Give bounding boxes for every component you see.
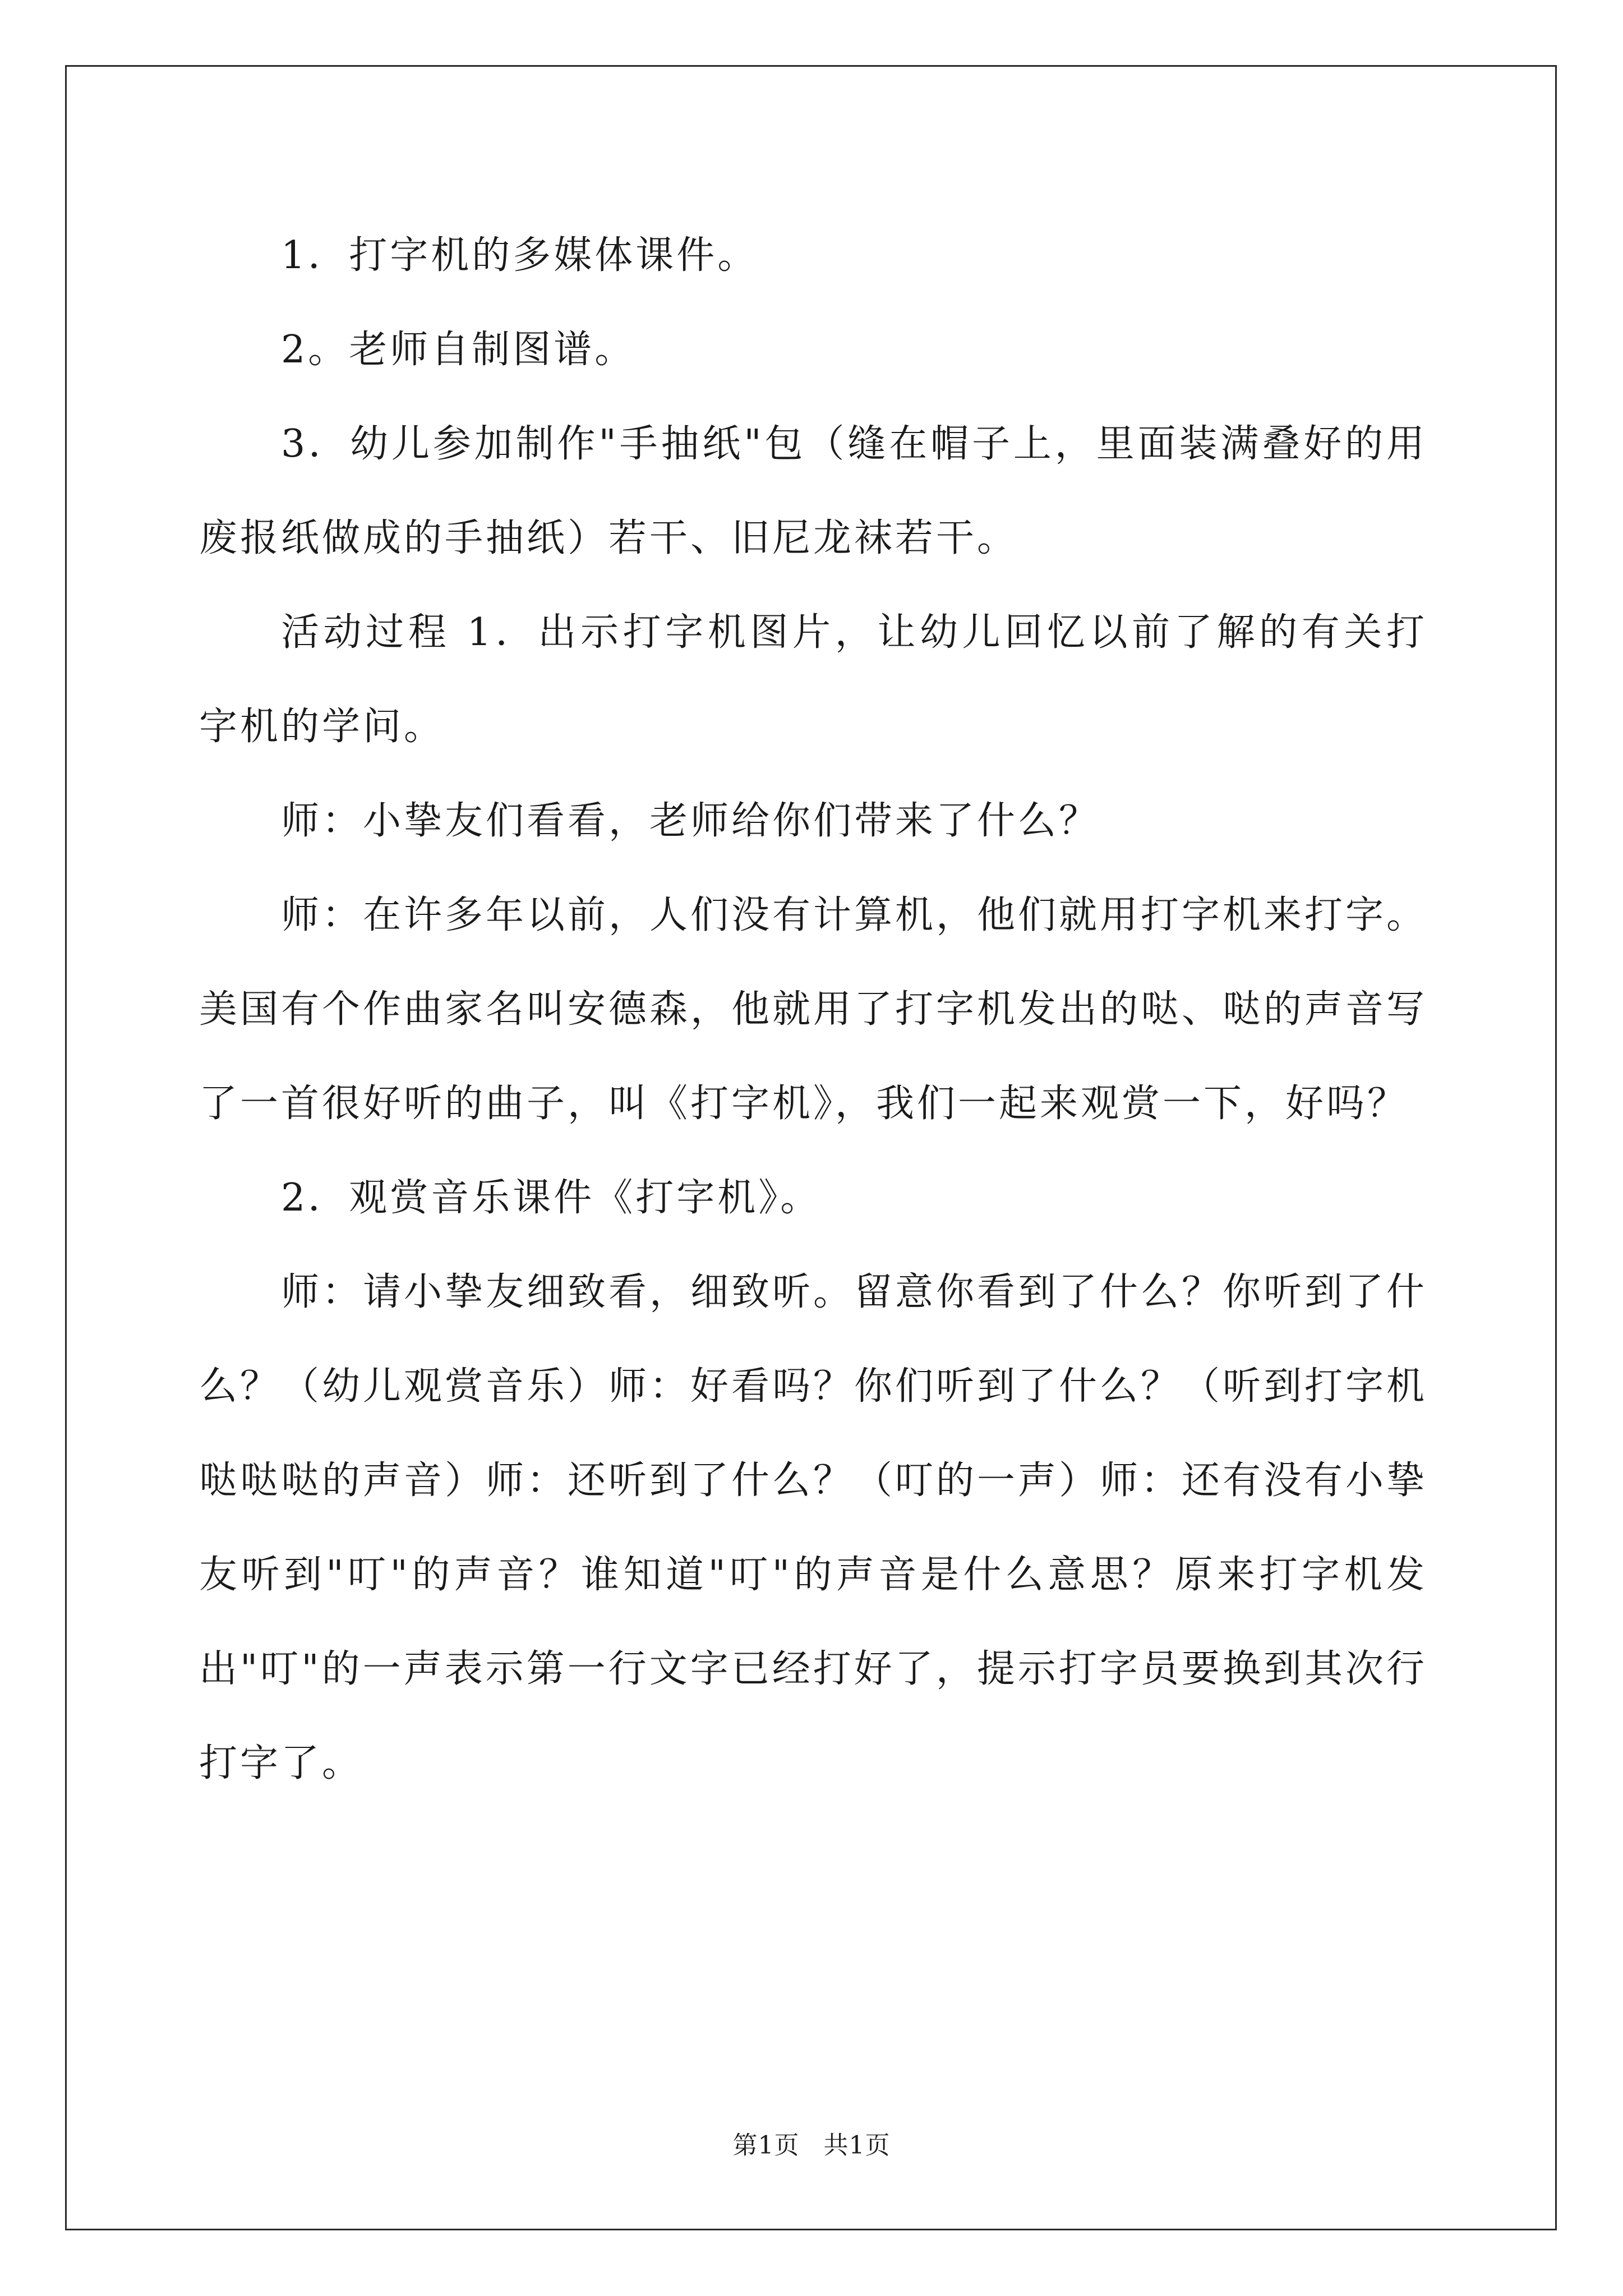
paragraph-5: 师：小挚友们看看，老师给你们带来了什么？ <box>281 799 1100 843</box>
paragraph-3: 3．幼儿参加制作"手抽纸"包（缝在帽子上，里面装满叠好的用废报纸做成的手抽纸）若干、旧尼龙袜若干。 <box>199 422 1427 560</box>
paragraph-1: 1．打字机的多媒体课件。 <box>281 233 759 278</box>
page-number: 第1页 <box>732 2131 800 2160</box>
page-total: 共1页 <box>823 2131 891 2160</box>
paragraph-4: 活动过程 1．出示打字机图片，让幼儿回忆以前了解的有关打字机的学问。 <box>199 610 1427 749</box>
page-footer <box>0 2125 1623 2161</box>
paragraph-7: 2．观赏音乐课件《打字机》。 <box>281 1176 822 1220</box>
paragraph-8: 师：请小挚友细致看，细致听。留意你看到了什么？你听到了什么？（幼儿观赏音乐）师：好看吗？你们听到了什么？（听到打字机哒哒哒的声音）师：还听到了什么？（叮的一声）师：还有没有小挚友听到"叮"的声音？谁知道"叮"的声音是什么意思？原来打字机发出"叮"的一声表示第一行文字已经打好了，提示打字员要换到其次行打字了。 <box>199 1270 1428 1786</box>
document-body <box>199 209 1427 1811</box>
paragraph-6: 师：在许多年以前，人们没有计算机，他们就用打字机来打字。美国有个作曲家名叫安德森，他就用了打字机发出的哒、哒的声音写了一首很好听的曲子，叫《打字机》，我们一起来观赏一下，好吗？ <box>199 893 1428 1126</box>
paragraph-2: 2。老师自制图谱。 <box>281 328 636 372</box>
